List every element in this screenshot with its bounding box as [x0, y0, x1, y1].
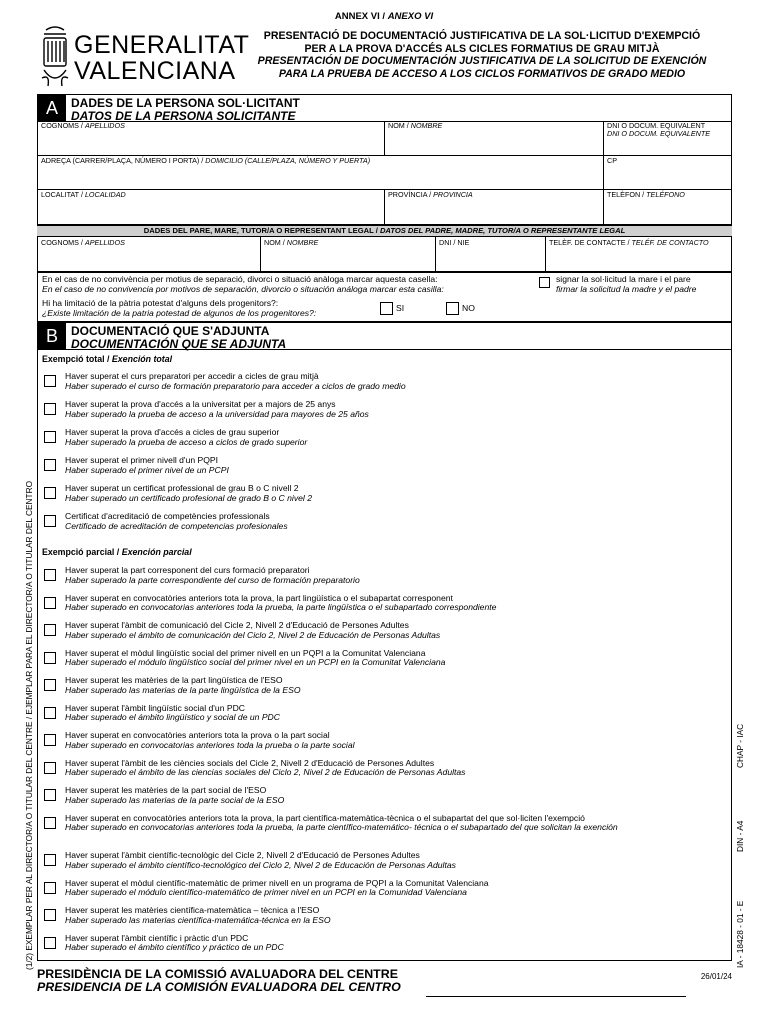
copy-recipient-side-text: (1/2) EXEMPLAR PER AL DIRECTOR/A O TITULAR DEL CENTRE / EJEMPLAR PARA EL DIRECTOR/A O TITULAR DEL CENTRO [24, 480, 34, 970]
partial-item-ca: Haver superat l'àmbit de les ciències socials del Cicle 2, Nivell 2 d'Educació de Persones Adultes [65, 757, 435, 768]
partial-item-text [65, 814, 725, 833]
partial-checkbox[interactable] [44, 854, 56, 866]
partial-item-ca: Haver superat l'àmbit lingüístic social d'un PDC [65, 702, 246, 713]
partial-item-text [65, 786, 725, 805]
parental-authority-question: Hi ha limitació de la pàtria potestat d'alguns dels progenitors?: ¿Existe limitación de la patria potestad de algunos de los progenitores?: [42, 298, 317, 318]
parents-data-bar: DADES DEL PARE, MARE, TUTOR/A O REPRESENTANT LEGAL / DATOS DEL PADRE, MADRE, TUTOR/A O REPRESENTANTE LEGAL [37, 225, 732, 237]
annex-ca: ANNEX VI [334, 11, 380, 22]
total-checkbox[interactable] [44, 487, 56, 499]
field-postal-code[interactable]: CP [607, 156, 617, 165]
partial-item-es: Haber superado en convocatorias anteriores toda la prueba, la parte lingüística o el subapartado correspondiente [65, 602, 497, 613]
title-es-line2: PARA LA PRUEBA DE ACCESO A LOS CICLOS FORMATIVOS DE GRADO MEDIO [278, 67, 686, 80]
footer-title-ca: PRESIDÈNCIA DE LA COMISSIÓ AVALUADORA DEL CENTRE [37, 967, 398, 981]
field-parent-phone[interactable]: TELÈF. DE CONTACTE / TELÉF. DE CONTACTO [549, 238, 709, 247]
partial-checkbox[interactable] [44, 734, 56, 746]
total-item-es: Certificado de acreditación de competencias profesionales [65, 520, 288, 531]
partial-item-ca: Haver superat el mòdul lingüístic social del primer nivell en un PQPI a la Comunitat Valenciana [65, 647, 426, 658]
partial-item-es: Haber superado el ámbito científico y práctico de un PDC [65, 942, 284, 953]
total-checkbox[interactable] [44, 431, 56, 443]
total-item-es: Haber superado el primer nivel de un PCPI [65, 464, 229, 475]
total-item-ca: Haver superat un certificat professional de grau B o C nivell 2 [65, 483, 299, 493]
partial-item-text [65, 676, 725, 695]
partial-item-ca: Haver superat en convocatòries anteriors tota la prova o la part social [65, 730, 330, 740]
partial-item-text [65, 566, 725, 585]
signature-text: signar la sol·licitud la mare i el pare firmar la solicitud la madre y el padre [556, 274, 697, 294]
field-surname[interactable]: COGNOMS / APELLIDOS [41, 121, 125, 130]
field-dni[interactable]: DNI O DOCUM. EQUIVALENT DNI O DOCUM. EQUIVALENTE [607, 121, 711, 138]
total-item-text [65, 512, 725, 531]
section-a-letter: A [38, 95, 66, 121]
partial-item-es: Haber superado el ámbito de comunicación del Ciclo 2, Nivel 2 de Educación de Personas Adultas [65, 629, 441, 640]
partial-item-ca: Haver superat les matèries de la part social de l'ESO [65, 785, 267, 795]
section-b-letter: B [38, 323, 66, 349]
total-exemption-title: Exempció total / Exención total [42, 354, 173, 364]
total-item-ca: Certificat d'acreditació de competències professionals [65, 511, 270, 521]
partial-checkbox[interactable] [44, 909, 56, 921]
field-parent-name[interactable]: NOM / NOMBRE [264, 238, 319, 247]
total-item-text [65, 484, 725, 503]
partial-item-es: Haber superado el ámbito de las ciencias sociales del Ciclo 2, Nivel 2 de Educación de Personas Adultas [65, 767, 466, 778]
annex-es: ANEXO VI [387, 11, 434, 22]
separation-text: En el cas de no convivència per motius de separació, divorci o situació anàloga marcar aquesta casella: En el caso de no convivencia por motivos de separación, divorcio o situación análoga marcar esta casilla: [42, 274, 444, 294]
section-b-title-ca: DOCUMENTACIÓ QUE S'ADJUNTA [71, 324, 270, 338]
total-item-ca: Haver superat la prova d'accés a la universitat per a majors de 25 anys [65, 399, 336, 409]
title-ca-line2: PER A LA PROVA D'ACCÉS ALS CICLES FORMATIUS DE GRAU MITJÀ [304, 42, 660, 55]
partial-item-text [65, 594, 725, 613]
partial-item-text [65, 906, 725, 925]
generalitat-logo [40, 26, 250, 88]
authority-yes-label: SI [396, 303, 405, 313]
footer-title-es: PRESIDENCIA DE LA COMISIÓN EVALUADORA DEL CENTRO [37, 980, 401, 994]
partial-item-text [65, 649, 725, 668]
field-parent-surname[interactable]: COGNOMS / APELLIDOS [41, 238, 125, 247]
partial-item-es: Haber superado las materias científica-matemática-técnica en la ESO [65, 914, 331, 925]
section-b-header [37, 322, 732, 350]
partial-item-ca: Haver superat l'àmbit de comunicació del Cicle 2, Nivell 2 d'Educació de Persones Adultes [65, 620, 409, 630]
total-item-text [65, 400, 725, 419]
coat-of-arms-icon [40, 26, 70, 88]
code-form-id: IA - 18428 - 01 - E [735, 900, 745, 968]
partial-item-text [65, 851, 725, 870]
total-item-text [65, 456, 725, 475]
annex-title: ANNEX VI / ANEXO VI [334, 11, 434, 22]
partial-item-ca: Haver superat les matèries científica-matemàtica – tècnica a l'ESO [65, 905, 320, 915]
total-item-es: Haber superado la prueba de acceso a ciclos de grado superior [65, 436, 308, 447]
authority-no-checkbox[interactable] [446, 302, 459, 315]
partial-item-text [65, 934, 725, 953]
partial-item-es: Haber superado el módulo lingüístico social del primer nivel en un PCPI en la Comunitat Valenciana [65, 657, 446, 668]
total-checkbox[interactable] [44, 403, 56, 415]
partial-item-text [65, 759, 725, 778]
partial-checkbox[interactable] [44, 817, 56, 829]
total-checkbox[interactable] [44, 375, 56, 387]
field-parent-dni[interactable]: DNI / NIE [439, 238, 470, 247]
partial-checkbox[interactable] [44, 707, 56, 719]
total-item-text [65, 428, 725, 447]
code-chap-iac: CHAP - IAC [735, 723, 745, 768]
section-a-title [71, 97, 300, 122]
document-title [228, 30, 736, 80]
partial-item-ca: Haver superat en convocatòries anteriors tota la prova, la part científica-matemàtica-tècnica o el subapartat del que sol·liciten l'exempció [65, 812, 585, 823]
field-phone[interactable]: TELÈFON / TELÉFONO [607, 190, 685, 199]
separation-checkbox[interactable] [539, 277, 550, 288]
partial-item-es: Haber superado en convocatorias anteriores toda la prueba o la parte social [65, 739, 355, 750]
partial-item-es: Haber superado en convocatorias anteriores toda la prueba, la parte científico-matemático- técnica o el subapartado del que solicitan la exención [65, 822, 618, 833]
partial-item-text [65, 731, 725, 750]
partial-checkbox[interactable] [44, 569, 56, 581]
authority-no-label: NO [462, 303, 475, 313]
partial-item-es: Haber superado la parte correspondiente del curso de formación preparatorio [65, 574, 360, 585]
partial-checkbox[interactable] [44, 597, 56, 609]
partial-item-text [65, 621, 725, 640]
section-a-header [37, 94, 732, 122]
total-checkbox[interactable] [44, 459, 56, 471]
partial-item-es: Haber superado las materias de la parte lingüística de la ESO [65, 684, 301, 695]
footer-presidency-title [37, 968, 401, 994]
section-a-title-es: DATOS DE LA PERSONA SOLICITANTE [71, 108, 296, 123]
section-a-title-ca: DADES DE LA PERSONA SOL·LICITANT [71, 96, 300, 110]
total-item-es: Haber superado la prueba de acceso a la universidad para mayores de 25 años [65, 408, 369, 419]
title-ca-line1: PRESENTACIÓ DE DOCUMENTACIÓ JUSTIFICATIVA DE LA SOL·LICITUD D'EXEMPCIÓ [263, 30, 701, 42]
partial-item-ca: Haver superat en convocatòries anteriors tota la prova, la part lingüística o el subapartat corresponent [65, 592, 453, 603]
total-item-es: Haber superado un certificado profesional de grado B o C nivel 2 [65, 492, 312, 503]
field-locality[interactable]: LOCALITAT / LOCALIDAD [41, 190, 126, 199]
total-item-es: Haber superado el curso de formación preparatorio para acceder a ciclos de grado medio [65, 380, 406, 391]
signature-line[interactable] [426, 996, 686, 997]
total-item-text [65, 372, 725, 391]
partial-checkbox[interactable] [44, 679, 56, 691]
partial-item-ca: Haver superat les matèries de la part lingüística de l'ESO [65, 675, 283, 685]
partial-checkbox[interactable] [44, 624, 56, 636]
total-item-ca: Haver superat la prova d'accés a cicles de grau superior [65, 427, 280, 437]
total-item-ca: Haver superat el primer nivell d'un PQPI [65, 455, 219, 465]
partial-checkbox[interactable] [44, 762, 56, 774]
field-province[interactable]: PROVÍNCIA / PROVINCIA [388, 190, 473, 199]
partial-item-ca: Haver superat l'àmbit científic-tecnològic del Cicle 2, Nivell 2 d'Educació de Persones Adultes [65, 850, 420, 860]
partial-item-es: Haber superado el módulo científico-matemático de primer nivel en un PCPI en la Comunidad Valenciana [65, 887, 467, 898]
authority-yes-checkbox[interactable] [380, 302, 393, 315]
total-checkbox[interactable] [44, 515, 56, 527]
section-b-title [71, 325, 286, 350]
partial-checkbox[interactable] [44, 789, 56, 801]
partial-exemption-title: Exempció parcial / Exención parcial [42, 547, 192, 557]
partial-item-es: Haber superado el ámbito lingüístico y social de un PDC [65, 712, 280, 723]
logo-text [74, 32, 249, 84]
field-name[interactable]: NOM / NOMBRE [388, 121, 443, 130]
partial-checkbox[interactable] [44, 882, 56, 894]
partial-item-text [65, 879, 725, 898]
section-b-title-es: DOCUMENTACIÓN QUE SE ADJUNTA [71, 336, 287, 351]
partial-item-es: Haber superado las materias de la parte social de la ESO [65, 794, 285, 805]
field-address[interactable]: ADREÇA (CARRER/PLAÇA, NÚMERO I PORTA) / DOMICILIO (CALLE/PLAZA, NÚMERO Y PUERTA) [41, 156, 371, 165]
partial-item-es: Haber superado el ámbito científico-tecnológico del Ciclo 2, Nivel 2 de Educación de Personas Adultas [65, 859, 456, 870]
logo-line1: GENERALITAT [74, 31, 250, 59]
partial-item-ca: Haver superat l'àmbit científic i pràctic d'un PDC [65, 932, 249, 943]
partial-checkbox[interactable] [44, 652, 56, 664]
title-es-line1: PRESENTACIÓN DE DOCUMENTACIÓN JUSTIFICATIVA DE LA SOLICITUD DE EXENCIÓN [257, 55, 707, 67]
partial-checkbox[interactable] [44, 937, 56, 949]
partial-item-ca: Haver superat el mòdul científic-matemàtic de primer nivell en un programa de PQPI a la Comunitat Valenciana [65, 877, 489, 888]
partial-item-ca: Haver superat la part corresponent del curs formació preparatori [65, 565, 310, 575]
total-item-ca: Haver superat el curs preparatori per accedir a cicles de grau mitjà [65, 371, 319, 381]
logo-line2: VALENCIANA [74, 57, 236, 85]
form-date: 26/01/24 [700, 972, 732, 981]
partial-item-text [65, 704, 725, 723]
code-din-a4: DIN - A4 [735, 820, 745, 852]
